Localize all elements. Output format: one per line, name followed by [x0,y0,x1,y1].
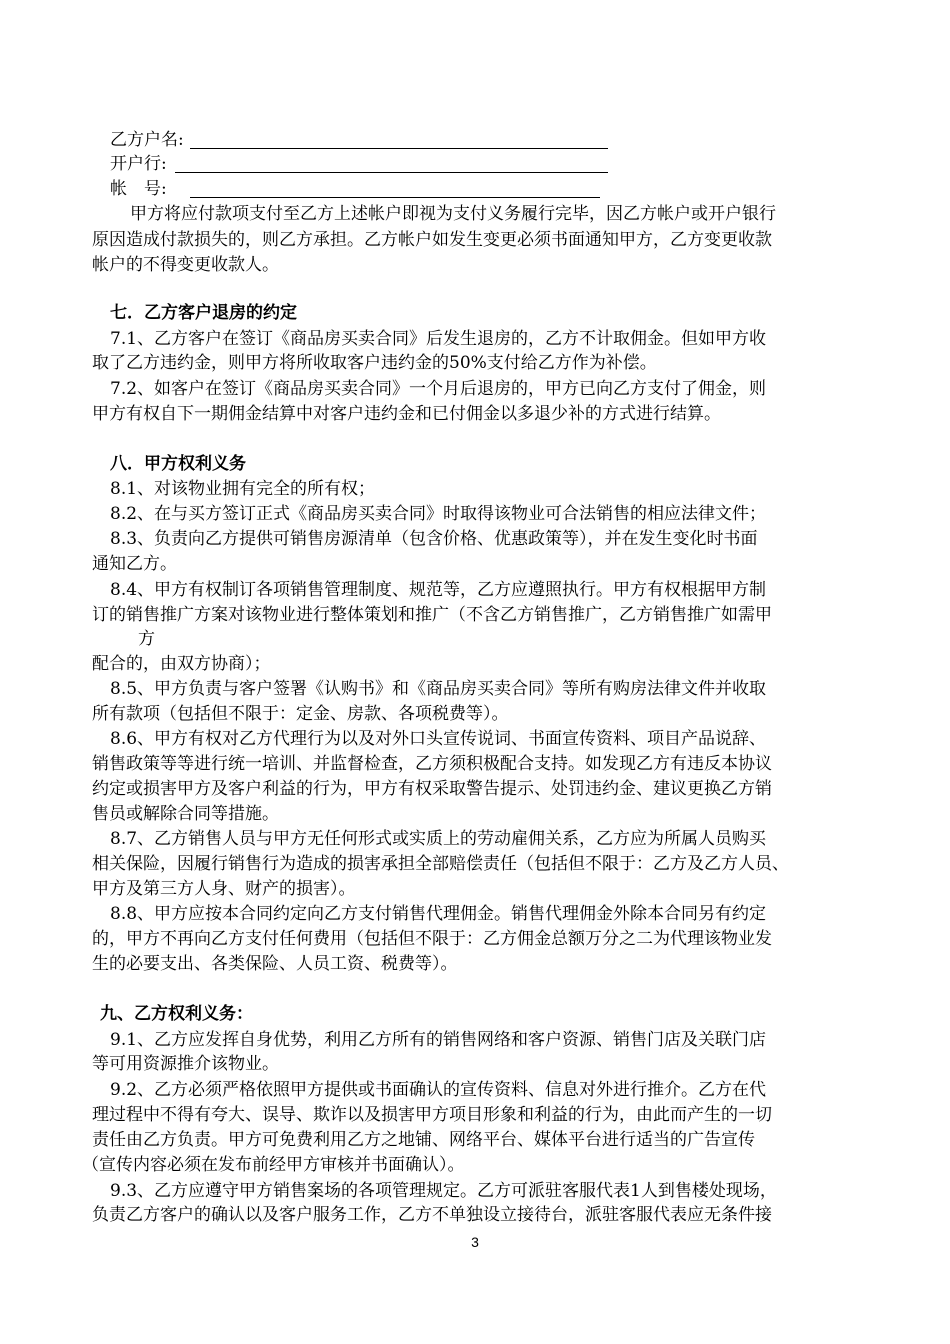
account-number-label: 帐 号: [110,179,167,199]
body-line: 相关保险，因履行销售行为造成的损害承担全部赔偿责任（包括但不限于：乙方及乙方人员、 [92,854,789,874]
body-line: 订的销售推广方案对该物业进行整体策划和推广（不含乙方销售推广，乙方销售推广如需甲 [92,605,772,625]
body-line: 8.5、甲方负责与客户签署《认购书》和《商品房买卖合同》等所有购房法律文件并收取 [110,679,767,699]
account-name-label: 乙方户名: [110,130,184,150]
body-line: 9.2、乙方必须严格依照甲方提供或书面确认的宣传资料、信息对外进行推介。乙方在代 [110,1080,767,1100]
body-line: 的，甲方不再向乙方支付任何费用（包括但不限于：乙方佣金总额万分之二为代理该物业发 [92,929,772,949]
account-name-underline [190,148,608,149]
body-line: 约定或损害甲方及客户利益的行为，甲方有权采取警告提示、处罚违约金、建议更换乙方销 [92,779,772,799]
page-number: 3 [471,1234,479,1250]
body-line: 方 [138,629,155,649]
body-line: 配合的，由双方协商）； [92,654,271,674]
body-line: 原因造成付款损失的，则乙方承担。乙方帐户如发生变更必须书面通知甲方，乙方变更收款 [92,230,772,250]
body-line: 甲方将应付款项支付至乙方上述帐户即视为支付义务履行完毕，因乙方帐户或开户银行 [130,204,776,224]
body-line: 7.1、乙方客户在签订《商品房买卖合同》后发生退房的，乙方不计取佣金。但如甲方收 [110,329,767,349]
body-line: 销售政策等等进行统一培训、并监督检查，乙方须积极配合支持。如发现乙方有违反本协议 [92,754,772,774]
body-line: 8.1、对该物业拥有完全的所有权； [110,479,376,499]
body-line: 9.1、乙方应发挥自身优势，利用乙方所有的销售网络和客户资源、销售门店及关联门店 [110,1030,767,1050]
body-line: 7.2、如客户在签订《商品房买卖合同》一个月后退房的，甲方已向乙方支付了佣金，则 [110,379,767,399]
body-line: 责任由乙方负责。甲方可免费利用乙方之地铺、网络平台、媒体平台进行适当的广告宣传 [92,1130,755,1150]
account-number-underline [190,197,600,198]
body-line: 帐户的不得变更收款人。 [92,255,279,275]
body-line: 售员或解除合同等措施。 [92,804,279,824]
section-heading-7: 七．乙方客户退房的约定 [110,303,297,323]
section-heading-9: 九、乙方权利义务： [100,1004,253,1024]
body-line: 8.4、甲方有权制订各项销售管理制度、规范等，乙方应遵照执行。甲方有权根据甲方制 [110,580,767,600]
body-line: 负责乙方客户的确认以及客户服务工作，乙方不单独设立接待台，派驻客服代表应无条件接 [92,1205,772,1225]
body-line: 9.3、乙方应遵守甲方销售案场的各项管理规定。乙方可派驻客服代表1人到售楼处现场， [110,1181,777,1201]
body-line: 8.6、甲方有权对乙方代理行为以及对外口头宣传说词、书面宣传资料、项目产品说辞、 [110,729,767,749]
account-bank-underline [175,172,608,173]
body-line: （宣传内容必须在发布前经甲方审核并书面确认）。 [82,1155,465,1175]
body-line: 取了乙方违约金，则甲方将所收取客户违约金的50%支付给乙方作为补偿。 [92,353,657,373]
body-line: 理过程中不得有夸大、误导、欺诈以及损害甲方项目形象和利益的行为，由此而产生的一切 [92,1105,772,1125]
body-line: 8.2、在与买方签订正式《商品房买卖合同》时取得该物业可合法销售的相应法律文件； [110,504,767,524]
body-line: 8.7、乙方销售人员与甲方无任何形式或实质上的劳动雇佣关系，乙方应为所属人员购买 [110,829,767,849]
body-line: 8.8、甲方应按本合同约定向乙方支付销售代理佣金。销售代理佣金外除本合同另有约定 [110,904,767,924]
body-line: 甲方及第三方人身、财产的损害）。 [92,879,356,899]
body-line: 等可用资源推介该物业。 [92,1054,279,1074]
body-line: 生的必要支出、各类保险、人员工资、税费等）。 [92,954,458,974]
body-line: 8.3、负责向乙方提供可销售房源清单（包含价格、优惠政策等），并在发生变化时书面 [110,529,758,549]
body-line: 通知乙方。 [92,554,177,574]
account-bank-label: 开户行: [110,154,167,174]
body-line: 甲方有权自下一期佣金结算中对客户违约金和已付佣金以多退少补的方式进行结算。 [92,404,721,424]
section-heading-8: 八．甲方权利义务 [110,454,246,474]
body-line: 所有款项（包括但不限于：定金、房款、各项税费等）。 [92,704,509,724]
